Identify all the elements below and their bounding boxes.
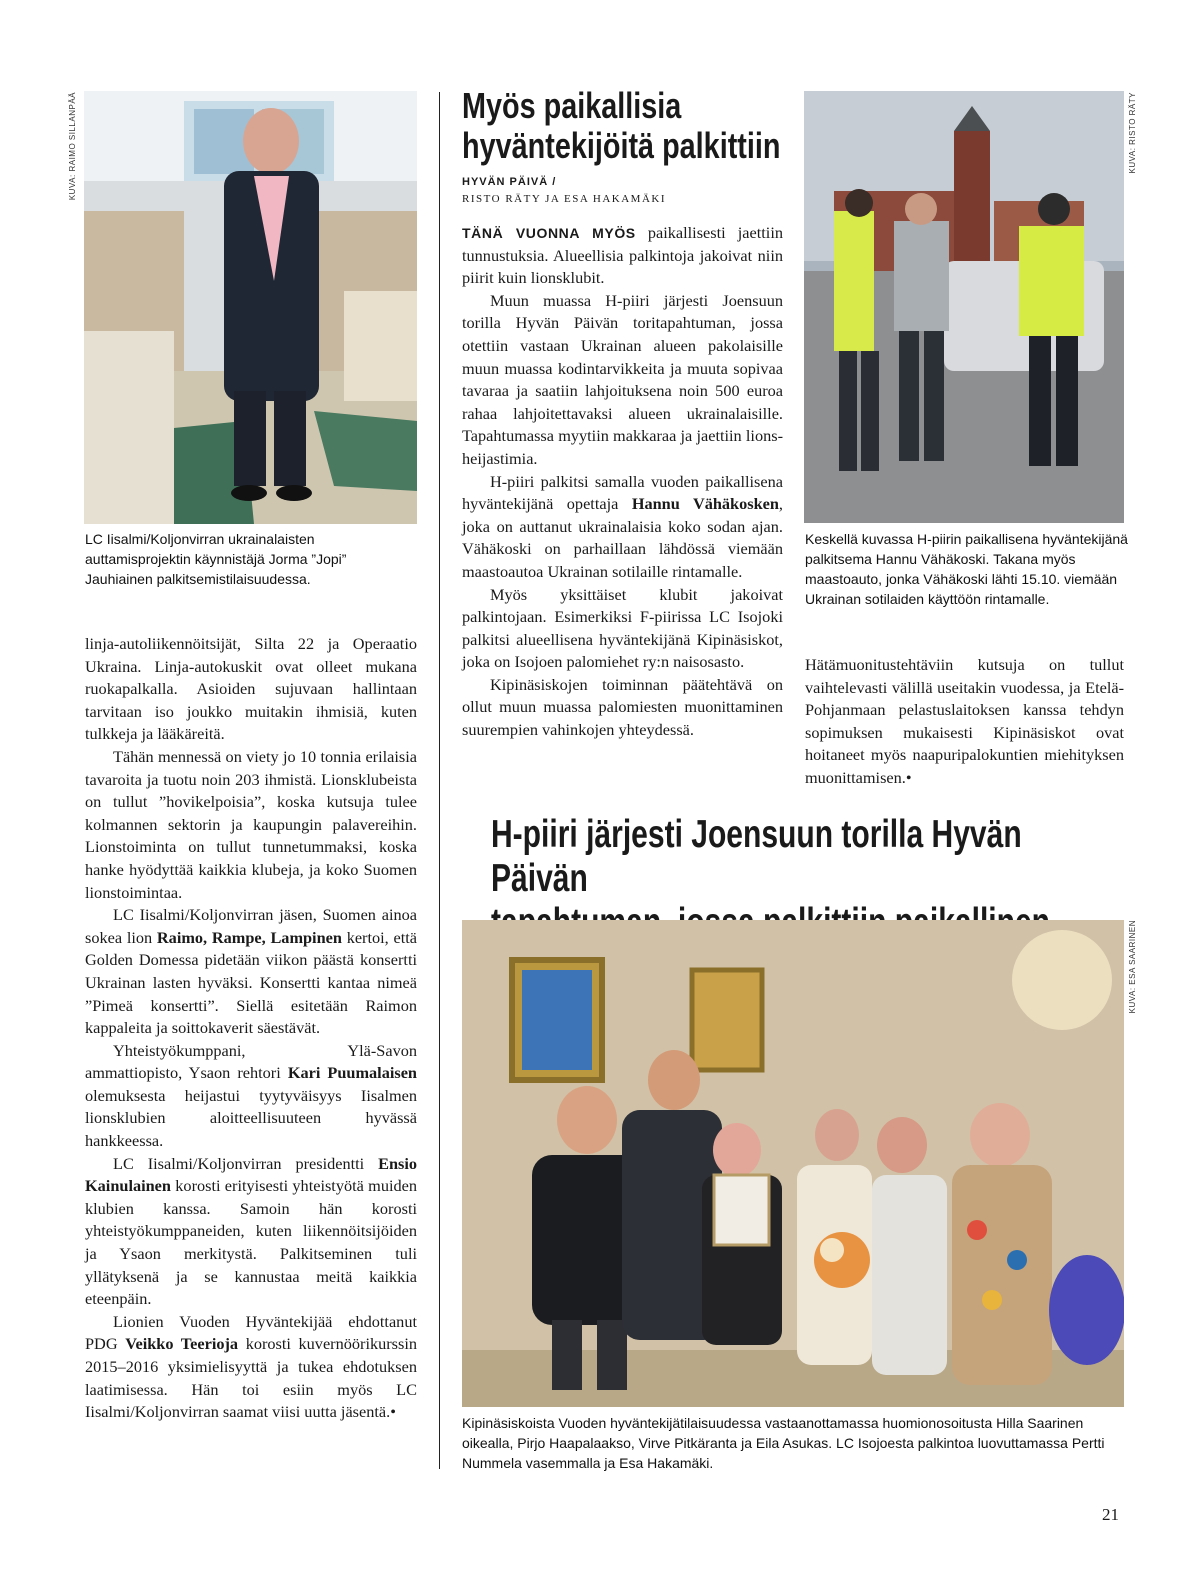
pull-quote: H-piiri järjesti Joensuun torilla Hyvän Päivän: [491, 813, 1022, 900]
article-title: Myös paikallisia hyväntekijöitä palkittiin: [462, 85, 781, 166]
paragraph: linja-autoliikennöitsijät, Silta 22 ja Operaatio Ukraina. Linja-autokuskit ovat olleet mukana ruokapalkalla. Asioiden sujuvaan hallintaan tarvitaan iso joukko muitakin ihmisiä, kuten tulkkeja ja lääkäreitä.: [85, 634, 417, 744]
person-name: Veikko Teerioja: [125, 1334, 239, 1354]
right-column-text: [805, 654, 1124, 790]
photo-credit: KUVA: RAIMO SILLANPÄÄ: [68, 92, 77, 201]
section-label: HYVÄN PÄIVÄ /: [462, 176, 557, 188]
lead-in: TÄNÄ VUONNA MYÖS: [462, 225, 636, 241]
byline: RISTO RÄTY JA ESA HAKAMÄKI: [462, 193, 667, 205]
market-square-photo: [804, 91, 1124, 523]
column-divider: [439, 92, 440, 1469]
photo-credit: KUVA: ESA SAARINEN: [1128, 920, 1137, 1014]
paragraph: H-piiri palkitsi samalla vuoden paikallisena hyväntekijänä opettaja Hannu Vähäkosken, joka on auttanut ukrainalaisia koko sodan ajan. Vähäkoski on parhaillaan lähdössä viemään maastoautoa Ukrainan sotilaille rintamalle.: [462, 471, 783, 581]
middle-column-text: [462, 222, 783, 742]
paragraph: TÄNÄ VUONNA MYÖS paikallisesti jaettiin tunnustuksia. Alueellisia palkintoja jakoivat niin piirit kuin lionsklubit.: [462, 223, 783, 288]
paragraph: Yhteistyökumppani, Ylä-Savon ammattiopisto, Ysaon rehtori Kari Puumalaisen olemuksesta heijastui tyytyväisyys Iisalmen lionsklubien aloitteellisuuteen hyvässä hankkeessa.: [85, 1040, 417, 1151]
photo-caption: Kipinäsiskoista Vuoden hyväntekijätilaisuudessa vastaanottamassa huomionosoitusta Hilla Saarinen oikealla, Pirjo Haapalaakso, Virve Pitkäranta ja Eila Asukas. LC Isojoesta palkintoa luovuttamassa Pertti Nummela vasemmalla ja Esa Hakamäki.: [462, 1415, 1105, 1471]
photo-caption: LC Iisalmi/Koljonvirran ukrainalaisten auttamisprojektin käynnistäjä Jorma ”Jopi” Jauhiainen palkitsemistilaisuudessa.: [85, 531, 347, 587]
photo-credit: KUVA: RISTO RÄTY: [1128, 92, 1137, 174]
photo-caption: Keskellä kuvassa H-piirin paikallisena hyväntekijänä palkitsema Hannu Vähäkoski. Takana myös maastoauto, jonka Vähäkoski lähti 15.10. viemään Ukrainan sotilaiden käyttöön rintamalle.: [805, 531, 1128, 607]
paragraph: LC Iisalmi/Koljonvirran jäsen, Suomen ainoa sokea lion Raimo, Rampe, Lampinen kertoi, että Golden Domessa pidetään viikon päästä konsertti Ukrainan lasten hyväksi. Konsertti kantaa nimeä ”Pimeä konsertti”. Siellä esitetään Raimon kappaleita ja soittokaverit säestävät.: [85, 905, 417, 1038]
paragraph: Myös yksittäiset klubit jakoivat palkintojaan. Esimerkiksi F-piirissa LC Isojoki palkitsi alueellisena hyväntekijänä Kipinäsiskot, joka on Isojoen palomiehet ry:n naisosasto.: [462, 584, 783, 672]
page-number: 21: [1102, 1505, 1119, 1524]
portrait-photo: [84, 91, 417, 524]
paragraph: Muun muassa H-piiri järjesti Joensuun torilla Hyvän Päivän toritapahtuman, jossa otettiin vastaan Ukrainan alueen pakolaisille muun muassa kodintarvikkeita ja muuta sopivaa tavaraa ja saatiin lahjoituksena noin 500 euroa rahaa lahjoitettavaksi alueen ukrainalaisille. Tapahtumassa myytiin makkaraa ja jaettiin lions-heijastimia.: [462, 290, 783, 468]
left-column-text: [85, 633, 417, 1424]
person-name: Hannu Vähäkosken: [631, 494, 779, 514]
group-photo: [462, 920, 1124, 1407]
paragraph: Tähän mennessä on viety jo 10 tonnia erilaisia tavaroita ja tuotu noin 203 ihmistä. Lionsklubeista on tullut ”hovikelpoisia”, koska kutsuja tulee kolmannen sektorin ja kaupungin palavereihin. Lionstoiminta on tullut tunnetummaksi, koska hanke hyödyttää kaikkia klubeja, ja koko Suomen lionstoimintaa.: [85, 746, 417, 902]
person-name: Raimo, Rampe, Lampinen: [156, 927, 342, 947]
paragraph: LC Iisalmi/Koljonvirran presidentti Ensio Kainulainen korosti erityisesti yhteistyötä muiden klubien kanssa. Samoin hän korosti yhteistyökumppaneiden, kuten liikennöitsijöiden ja Ysaon merkitystä. Palkitseminen tuli yllätyksenä ja se kannustaa meitä kaikkia eteenpäin.: [85, 1153, 417, 1309]
paragraph: Kipinäsiskojen toiminnan päätehtävä on ollut muun muassa palomiesten muonittaminen suurempien vahinkojen yhteydessä.: [462, 674, 783, 740]
paragraph: Lionien Vuoden Hyväntekijää ehdottanut PDG Veikko Teerioja korosti kuvernöörikurssin 2015–2016 yksimielisyyttä ja tukea ehdotuksen laatimisessa. Hän toi esiin myös LC Iisalmi/Koljonvirran saamat viisi uutta jäsentä.•: [85, 1311, 418, 1422]
person-name: Kari Puumalaisen: [287, 1063, 417, 1083]
person-name: Ensio Kainulainen: [85, 1153, 417, 1196]
paragraph: Hätämuonitustehtäviin kutsuja on tullut vaihtelevasti välillä useitakin vuodessa, ja Etelä-Pohjanmaan pelastuslaitoksen kanssa tehdyn sopimuksen mukaisesti Kipinäsiskot ovat hoitaneet myös naapuripalokuntien miehityksen muonittamisen.•: [805, 655, 1124, 787]
